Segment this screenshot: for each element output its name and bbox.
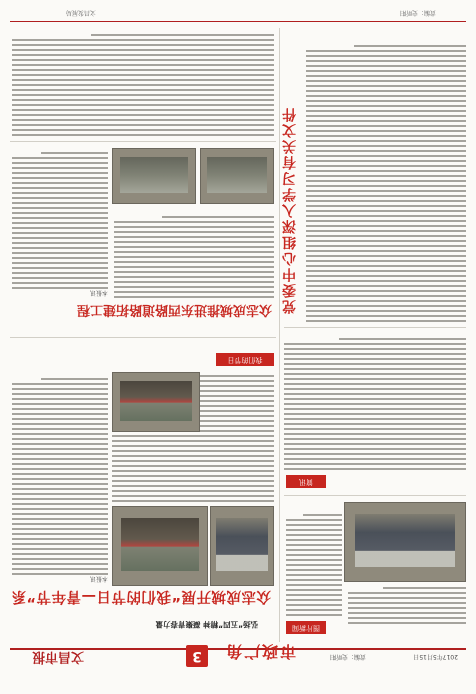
main-article-body: [12, 374, 108, 584]
editor-credit: 责编：史昕阳: [329, 653, 366, 660]
second-photo-1: [200, 148, 274, 204]
section-number-badge: 3: [186, 645, 208, 667]
second-article-byline: 本报讯: [89, 289, 108, 296]
main-article-headline: 众志成城开展“我们的节日—青年节”系: [10, 588, 271, 604]
briefs-body: [284, 334, 466, 470]
lower-article-body: [12, 28, 274, 136]
side-divider: [284, 495, 466, 496]
side-top-body-2: [348, 586, 466, 624]
second-article-body-cont: [114, 208, 274, 298]
issue-date: 2017年5月15日: [413, 653, 458, 660]
main-article-tag: 我们的节日: [216, 353, 274, 366]
section-divider-2: [10, 141, 276, 142]
main-photo-1: [112, 506, 208, 586]
section-divider: [10, 337, 276, 338]
footer-left: 文昌发展局: [65, 9, 96, 16]
side-top-body: [286, 506, 342, 616]
vertical-headline: 党委中心组深入学习有关文件: [282, 106, 298, 314]
main-article-byline: 本报讯: [89, 575, 108, 582]
section-name: 市政广角: [223, 642, 296, 661]
briefs-tag: 简讯: [286, 475, 326, 488]
picture-news-tag: 图片新闻: [286, 621, 326, 634]
main-photo-2: [210, 506, 274, 586]
footer-right: 责编：史昕阳: [399, 9, 436, 16]
paper-name: 文昌市报: [31, 649, 84, 664]
left-lower-body: [306, 28, 466, 322]
footer-rule: [10, 21, 466, 22]
side-divider-2: [284, 327, 466, 328]
main-article-kicker: 弘扬“五四”精神 凝聚青春力量: [155, 620, 258, 629]
second-photo-2: [112, 148, 196, 204]
second-article-body: [12, 148, 108, 298]
main-photo-3: [112, 372, 200, 432]
second-article-headline: 众志成城推进东西路道路拓建工程: [76, 302, 272, 317]
side-photo: [344, 502, 466, 582]
